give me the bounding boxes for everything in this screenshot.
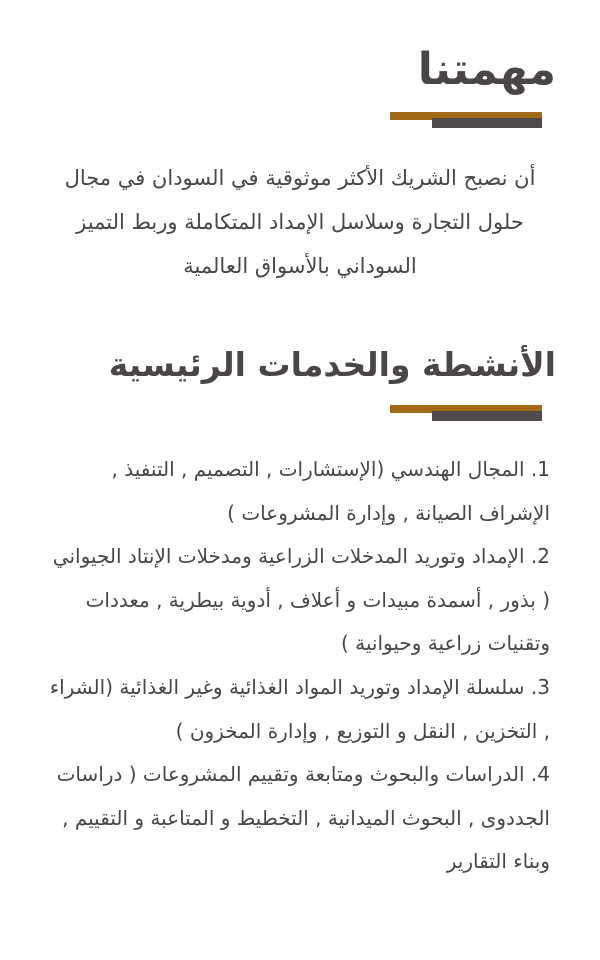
- mission-statement: أن نصبح الشريك الأكثر موثوقية في السودان في مجال حلول التجارة وسلاسل الإمداد المتكاملة وربط التميز السوداني بالأسواق العالمية: [64, 166, 536, 278]
- accent-bar-gray: [432, 118, 542, 128]
- mission-heading: مهمتنا: [417, 44, 556, 95]
- services-heading: الأنشطة والخدمات الرئيسية: [108, 345, 556, 384]
- services-list: [40, 448, 550, 884]
- mission-heading-accent: [390, 112, 542, 128]
- services-heading-accent: [390, 405, 542, 421]
- service-item-food-supply-chain: 3. سلسلة الإمداد وتوريد المواد الغذائية وغير الغذائية (الشراء , التخزين , النقل و التوزيع , وإدارة المخزون ): [49, 674, 550, 743]
- accent-bar-gray: [432, 411, 542, 421]
- service-item-agricultural-supply: 2. الإمداد وتوريد المدخلات الزراعية ومدخلات الإنتاد الجيواني ( بذور , أسمدة مبيدات و أعلاف , أدوية بيطرية , معددات وتقنيات زراعية وحيوانية ): [52, 544, 550, 656]
- service-item-engineering: 1. المجال الهندسي (الإستشارات , التصميم , التنفيذ , الإشراف الصيانة , وإدارة المشروعات ): [111, 457, 550, 525]
- service-item-studies-research: 4. الدراسات والبحوث ومتابعة وتقييم المشروعات ( دراسات الجددوى , البحوث الميدانية , التخطيط و المتاعبة و التقييم , وبناء التقارير: [56, 762, 550, 874]
